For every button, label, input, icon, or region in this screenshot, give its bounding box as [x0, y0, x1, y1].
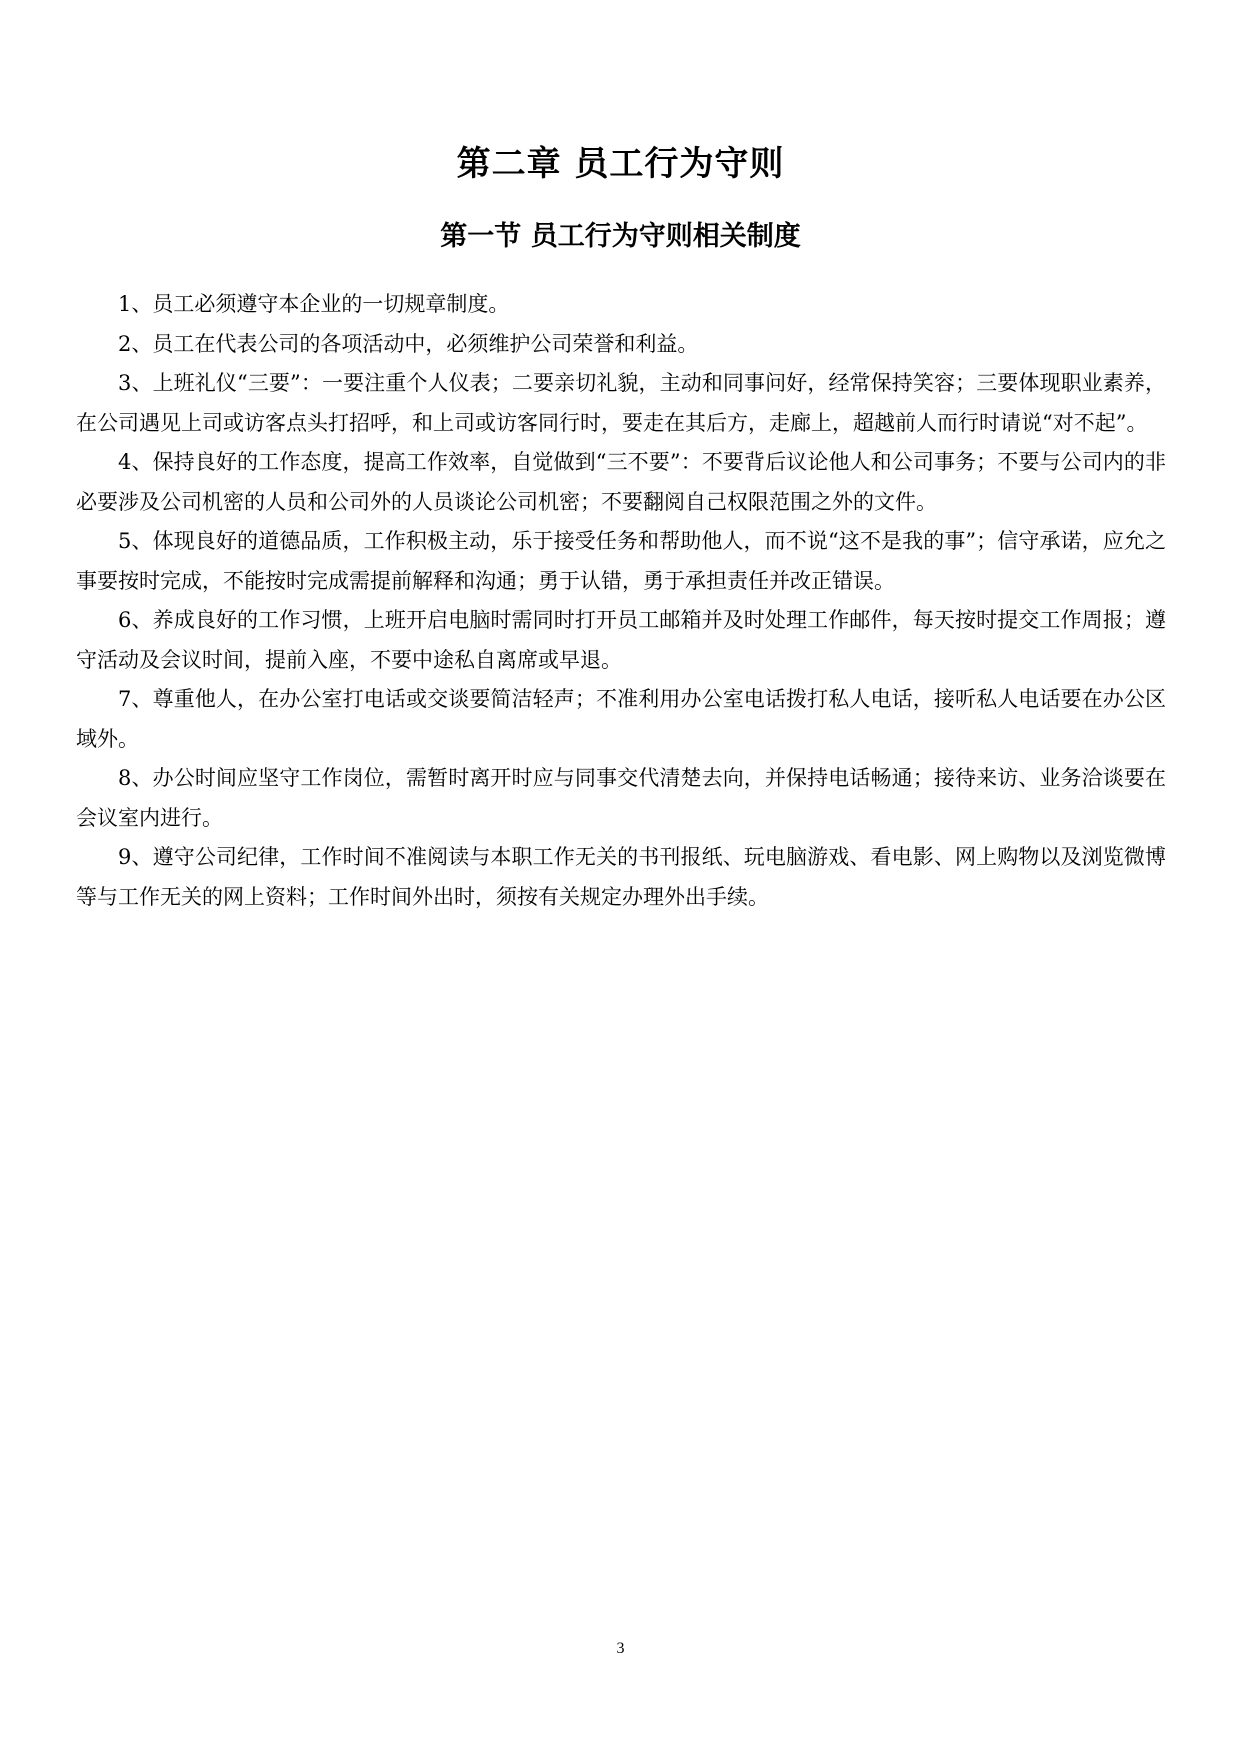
- rule-paragraph-4: 4、保持良好的工作态度，提高工作效率，自觉做到“三不要”：不要背后议论他人和公司事务；不要与公司内的非必要涉及公司机密的人员和公司外的人员谈论公司机密；不要翻阅自己权限范围之外的文件。: [76, 450, 1166, 514]
- section-title: 第一节 员工行为守则相关制度: [440, 221, 801, 252]
- rule-paragraph-7: 7、尊重他人，在办公室打电话或交谈要简洁轻声；不准利用办公室电话拨打私人电话，接听私人电话要在办公区域外。: [76, 687, 1166, 751]
- rule-paragraph-9: 9、遵守公司纪律，工作时间不准阅读与本职工作无关的书刊报纸、玩电脑游戏、看电影、网上购物以及浏览微博等与工作无关的网上资料；工作时间外出时，须按有关规定办理外出手续。: [76, 845, 1166, 909]
- rule-paragraph-2: 2、员工在代表公司的各项活动中，必须维护公司荣誉和利益。: [118, 331, 699, 356]
- chapter-title: 第二章 员工行为守则: [456, 144, 785, 184]
- rule-paragraph-5: 5、体现良好的道德品质，工作积极主动，乐于接受任务和帮助他人，而不说“这不是我的事”；信守承诺，应允之事要按时完成，不能按时完成需提前解释和沟通；勇于认错，勇于承担责任并改正错误。: [76, 529, 1166, 593]
- rule-paragraph-1: 1、员工必须遵守本企业的一切规章制度。: [118, 292, 510, 316]
- rules-body: [76, 285, 1166, 917]
- rule-paragraph-6: 6、养成良好的工作习惯，上班开启电脑时需同时打开员工邮箱并及时处理工作邮件，每天按时提交工作周报；遵守活动及会议时间，提前入座，不要中途私自离席或早退。: [76, 608, 1166, 672]
- page-number: 3: [616, 1640, 625, 1657]
- rule-paragraph-3: 3、上班礼仪“三要”：一要注重个人仪表；二要亲切礼貌，主动和同事问好，经常保持笑容；三要体现职业素养，在公司遇见上司或访客点头打招呼，和上司或访客同行时，要走在其后方，走廊上，超越前人而行时请说“对不起”。: [76, 371, 1166, 435]
- rule-paragraph-8: 8、办公时间应坚守工作岗位，需暂时离开时应与同事交代清楚去向，并保持电话畅通；接待来访、业务洽谈要在会议室内进行。: [76, 766, 1166, 830]
